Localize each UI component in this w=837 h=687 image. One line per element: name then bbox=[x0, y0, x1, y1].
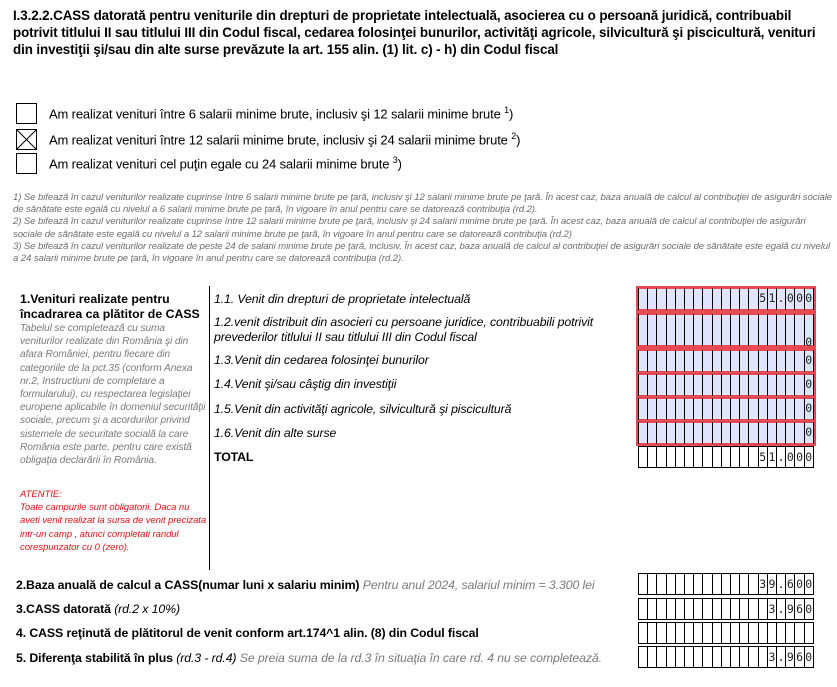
cass-due-field bbox=[638, 598, 814, 620]
digit-cell: 3 bbox=[758, 573, 767, 595]
income-row-label: 1.3.Venit din cedarea folosinţei bunurilor bbox=[214, 353, 429, 367]
digit-cell bbox=[638, 622, 647, 644]
digit-cell bbox=[730, 422, 739, 444]
digit-cell bbox=[675, 288, 684, 310]
digit-cell: . bbox=[776, 598, 785, 620]
digit-cell bbox=[656, 622, 665, 644]
annual-base-field bbox=[638, 573, 814, 595]
digit-cell: 3 bbox=[767, 598, 776, 620]
digit-cell: 0 bbox=[804, 646, 814, 668]
option-24-plus-salaries[interactable] bbox=[16, 152, 402, 174]
difference-field bbox=[638, 646, 814, 668]
digit-cell bbox=[638, 288, 647, 310]
digit-cell bbox=[693, 446, 702, 468]
digit-cell bbox=[721, 422, 730, 444]
digit-cell bbox=[684, 350, 693, 372]
digit-cell bbox=[675, 314, 684, 346]
digit-cell bbox=[675, 422, 684, 444]
digit-cell bbox=[721, 350, 730, 372]
income-field-1-2[interactable] bbox=[638, 314, 814, 349]
digit-cell bbox=[693, 374, 702, 396]
digit-cell bbox=[721, 598, 730, 620]
digit-cell bbox=[776, 422, 785, 444]
digit-cell bbox=[693, 422, 702, 444]
digit-cell bbox=[739, 598, 748, 620]
digit-cell bbox=[712, 314, 721, 346]
summary-row-2 bbox=[16, 578, 595, 592]
digit-cell bbox=[684, 422, 693, 444]
digit-cell: 0 bbox=[804, 446, 814, 468]
income-row-label: 1.6.Venit din alte surse bbox=[214, 426, 337, 440]
summary-formula: (rd.2 x 10%) bbox=[114, 602, 180, 616]
digit-cell bbox=[666, 350, 675, 372]
digit-cell bbox=[785, 374, 794, 396]
digit-cell bbox=[702, 374, 711, 396]
digit-cell bbox=[693, 646, 702, 668]
digit-cell bbox=[656, 422, 665, 444]
digit-cell bbox=[702, 646, 711, 668]
digit-cell bbox=[721, 314, 730, 346]
digit-cell: 0 bbox=[804, 350, 814, 372]
digit-cell bbox=[748, 374, 757, 396]
attention-text: Toate campurile sunt obligatorii. Daca nu aveti venit realizat la sursa de venit precizata intr-un camp , atunci completati randul corespunzator cu 0 (zero). bbox=[20, 502, 207, 553]
summary-formula: (rd.3 - rd.4) bbox=[176, 651, 237, 665]
digit-cell bbox=[656, 646, 665, 668]
digit-cell bbox=[693, 314, 702, 346]
digit-cell bbox=[647, 398, 656, 420]
digit-cell bbox=[758, 350, 767, 372]
digit-cell bbox=[721, 398, 730, 420]
digit-cell bbox=[638, 573, 647, 595]
digit-cell bbox=[776, 314, 785, 346]
digit-cell bbox=[675, 573, 684, 595]
digit-cell bbox=[702, 422, 711, 444]
digit-cell bbox=[748, 314, 757, 346]
digit-cell bbox=[739, 374, 748, 396]
digit-cell bbox=[794, 374, 803, 396]
digit-cell bbox=[684, 573, 693, 595]
digit-cell bbox=[656, 314, 665, 346]
digit-cell bbox=[794, 422, 803, 444]
digit-cell bbox=[638, 646, 647, 668]
digit-cell bbox=[730, 374, 739, 396]
digit-cell bbox=[666, 374, 675, 396]
digit-cell bbox=[647, 446, 656, 468]
digit-cell bbox=[702, 314, 711, 346]
digit-cell bbox=[739, 398, 748, 420]
digit-cell: 1 bbox=[767, 446, 776, 468]
digit-cell bbox=[758, 398, 767, 420]
digit-cell bbox=[730, 288, 739, 310]
digit-cell bbox=[748, 622, 757, 644]
income-row-label: 1.5.Venit din activităţi agricole, silvicultură şi piscicultură bbox=[214, 402, 512, 416]
digit-cell bbox=[675, 646, 684, 668]
digit-cell bbox=[785, 622, 794, 644]
summary-label: 4. CASS reţinută de plătitorul de venit conform art.174^1 alin. (8) din Codul fiscal bbox=[16, 626, 479, 640]
digit-cell: 0 bbox=[794, 446, 803, 468]
digit-cell bbox=[656, 446, 665, 468]
digit-cell bbox=[758, 646, 767, 668]
section-title: I.3.2.2.CASS datorată pentru veniturile din drepturi de proprietate intelectuală, asocierea cu o persoană juridică, contribuabil potrivit titlului II sau titlului III din Codul fiscal, cedarea folosinţei bunurilor, activităţi agricole, silvicultură şi piscicultură, venituri din investiţii şi/sau din alte surse prevăzute la art. 155 alin. (1) lit. c) - h) din Codul fiscal bbox=[13, 8, 816, 57]
digit-cell bbox=[730, 646, 739, 668]
digit-cell: 9 bbox=[785, 646, 794, 668]
summary-hint: Se preia suma de la rd.3 în situaţia în care rd. 4 nu se completează. bbox=[239, 651, 602, 665]
digit-cell bbox=[656, 573, 665, 595]
digit-cell: 0 bbox=[794, 573, 803, 595]
footnote-1: 1) Se bifează în cazul veniturilor realizate cuprinse între 6 salarii minime brute pe ţară, inclusiv şi 12 salarii minime brute pe ţară. În acest caz, baza anuală de calcul al contribuţiei de asigurări sociale de sănătate este egală cu nivelul a 6 salarii minime brute pe ţară, în vigoare în anul pentru care se datorează contribuţia (rd.2). bbox=[13, 192, 832, 216]
digit-cell bbox=[693, 398, 702, 420]
income-field-1-4[interactable] bbox=[638, 374, 814, 396]
digit-cell bbox=[767, 314, 776, 346]
digit-cell bbox=[675, 446, 684, 468]
digit-cell bbox=[638, 398, 647, 420]
digit-cell bbox=[647, 622, 656, 644]
digit-cell bbox=[693, 622, 702, 644]
digit-cell bbox=[638, 374, 647, 396]
digit-cell bbox=[684, 314, 693, 346]
digit-cell bbox=[758, 622, 767, 644]
digit-cell bbox=[702, 288, 711, 310]
digit-cell bbox=[693, 573, 702, 595]
digit-cell bbox=[748, 288, 757, 310]
option-label: Am realizat venituri cel puţin egale cu 24 salarii minime brute $^3$) bbox=[49, 154, 402, 172]
digit-cell bbox=[647, 350, 656, 372]
income-section-description: Tabelul se completează cu suma veniturilor realizate din România şi din afara României, pentru fiecare din categoriile de la pct.35 (conform Anexa nr.2, Instructiuni de completare a formularului), cu respectarea legislaţiei europene aplicabile în domeniul securităţii sociale, precum şi a acordurilor privind sistemele de securitate socială la care România este parte, pentru care există obligaţia declarării în România. bbox=[20, 323, 206, 467]
digit-cell bbox=[748, 350, 757, 372]
summary-label: 2.Baza anuală de calcul a CASS(numar luni x salariu minim) bbox=[16, 578, 360, 592]
digit-cell bbox=[647, 598, 656, 620]
digit-cell bbox=[758, 422, 767, 444]
digit-cell bbox=[712, 446, 721, 468]
digit-cell bbox=[647, 314, 656, 346]
digit-cell bbox=[767, 350, 776, 372]
digit-cell bbox=[684, 598, 693, 620]
digit-cell bbox=[702, 398, 711, 420]
digit-cell: 5 bbox=[758, 446, 767, 468]
digit-cell bbox=[666, 598, 675, 620]
digit-cell bbox=[666, 398, 675, 420]
income-field-1-5[interactable] bbox=[638, 398, 814, 420]
footnote-3: 3) Se bifează în cazul veniturilor realizate de peste 24 de salarii minime brute pe ţară, inclusiv. În acest caz, baza anuală de calcul al contribuţiei de asigurări sociale de sănătate este egală cu nivelul a 24 salarii minime brute pe ţară, în vigoare în anul pentru care se datorează contribuţia (rd.2). bbox=[13, 240, 831, 265]
digit-cell bbox=[656, 350, 665, 372]
digit-cell bbox=[758, 314, 767, 346]
digit-cell bbox=[675, 598, 684, 620]
digit-cell: 0 bbox=[804, 288, 814, 310]
digit-cell bbox=[767, 422, 776, 444]
digit-cell bbox=[739, 288, 748, 310]
digit-cell bbox=[666, 622, 675, 644]
digit-cell bbox=[656, 374, 665, 396]
digit-cell bbox=[748, 398, 757, 420]
digit-cell bbox=[748, 446, 757, 468]
digit-cell: . bbox=[776, 646, 785, 668]
digit-cell bbox=[794, 622, 803, 644]
digit-cell bbox=[776, 622, 785, 644]
digit-cell bbox=[776, 350, 785, 372]
footnotes bbox=[13, 192, 835, 265]
digit-cell: 0 bbox=[794, 288, 803, 310]
digit-cell bbox=[785, 422, 794, 444]
digit-cell bbox=[739, 422, 748, 444]
digit-cell bbox=[702, 598, 711, 620]
digit-cell bbox=[785, 398, 794, 420]
digit-cell bbox=[693, 350, 702, 372]
summary-row-5 bbox=[16, 651, 602, 665]
checkbox-6-12[interactable] bbox=[16, 103, 37, 124]
digit-cell bbox=[693, 288, 702, 310]
digit-cell bbox=[666, 422, 675, 444]
digit-cell bbox=[739, 350, 748, 372]
digit-cell bbox=[758, 374, 767, 396]
option-label: Am realizat venituri între 6 salarii minime brute, inclusiv şi 12 salarii minime brute $^1$) bbox=[49, 104, 514, 122]
digit-cell bbox=[702, 446, 711, 468]
digit-cell bbox=[721, 374, 730, 396]
digit-cell bbox=[739, 446, 748, 468]
summary-hint: Pentru anul 2024, salariul minim = 3.300 lei bbox=[362, 578, 595, 592]
digit-cell bbox=[702, 350, 711, 372]
income-row-label: 1.1. Venit din drepturi de proprietate intelectuală bbox=[214, 292, 471, 306]
digit-cell bbox=[748, 422, 757, 444]
cass-withheld-field[interactable] bbox=[638, 622, 814, 644]
digit-cell bbox=[785, 314, 794, 346]
digit-cell bbox=[712, 422, 721, 444]
digit-cell bbox=[739, 622, 748, 644]
digit-cell bbox=[638, 422, 647, 444]
footnote-2: 2) Se bifează în cazul veniturilor realizate cuprinse între 12 salarii minime brute pe ţară, inclusiv şi 24 salarii minime brute pe ţară. În acest caz, baza anuală de calcul al contribuţiei de asigurări sociale de sănătate este egală cu nivelul a 12 salarii minime brute pe ţară, în vigoare în anul pentru care se datorează contribuţia (rd.2) bbox=[13, 216, 806, 240]
digit-cell: 6 bbox=[785, 573, 794, 595]
digit-cell bbox=[647, 288, 656, 310]
digit-cell: 0 bbox=[804, 598, 814, 620]
digit-cell bbox=[656, 598, 665, 620]
digit-cell bbox=[647, 422, 656, 444]
income-section-heading: 1.Venituri realizate pentru încadrarea ca plătitor de CASS bbox=[20, 292, 200, 321]
digit-cell: 0 bbox=[804, 314, 814, 346]
summary-row-4 bbox=[16, 626, 479, 640]
digit-cell bbox=[702, 573, 711, 595]
digit-cell bbox=[638, 446, 647, 468]
digit-cell bbox=[730, 398, 739, 420]
digit-cell: 9 bbox=[767, 573, 776, 595]
digit-cell bbox=[712, 573, 721, 595]
checkbox-12-24[interactable] bbox=[16, 129, 37, 150]
summary-row-3 bbox=[16, 602, 180, 616]
income-field-1-1[interactable] bbox=[638, 288, 814, 310]
digit-cell bbox=[666, 446, 675, 468]
digit-cell: . bbox=[776, 573, 785, 595]
digit-cell bbox=[638, 350, 647, 372]
digit-cell bbox=[721, 622, 730, 644]
digit-cell: 6 bbox=[794, 646, 803, 668]
digit-cell bbox=[730, 446, 739, 468]
digit-cell bbox=[684, 398, 693, 420]
digit-cell bbox=[794, 398, 803, 420]
income-row-label: 1.2.venit distribuit din asocieri cu persoane juridice, contribuabili potrivit prevederilor titlului II sau titlului III din Codul fiscal bbox=[214, 315, 594, 344]
digit-cell bbox=[721, 573, 730, 595]
digit-cell bbox=[794, 314, 803, 346]
digit-cell bbox=[684, 446, 693, 468]
digit-cell bbox=[730, 622, 739, 644]
digit-cell bbox=[712, 598, 721, 620]
digit-cell bbox=[767, 398, 776, 420]
digit-cell bbox=[666, 573, 675, 595]
digit-cell bbox=[776, 374, 785, 396]
digit-cell bbox=[675, 398, 684, 420]
digit-cell bbox=[712, 398, 721, 420]
digit-cell bbox=[684, 374, 693, 396]
digit-cell: 0 bbox=[785, 288, 794, 310]
digit-cell: 0 bbox=[785, 446, 794, 468]
income-total-field bbox=[638, 446, 814, 468]
digit-cell bbox=[739, 646, 748, 668]
digit-cell bbox=[730, 314, 739, 346]
digit-cell bbox=[748, 646, 757, 668]
income-section-info bbox=[20, 292, 208, 467]
option-6-12-salaries[interactable] bbox=[16, 102, 513, 124]
digit-cell bbox=[647, 374, 656, 396]
digit-cell bbox=[721, 446, 730, 468]
digit-cell bbox=[675, 350, 684, 372]
income-row-label: 1.4.Venit şi/sau câştig din investiţii bbox=[214, 377, 397, 391]
digit-cell: 0 bbox=[804, 398, 814, 420]
digit-cell bbox=[656, 398, 665, 420]
digit-cell: 3 bbox=[767, 646, 776, 668]
option-label: Am realizat venituri între 12 salarii minime brute, inclusiv şi 24 salarii minime brute $^2$) bbox=[49, 130, 521, 148]
digit-cell bbox=[730, 598, 739, 620]
digit-cell bbox=[684, 646, 693, 668]
digit-cell bbox=[721, 288, 730, 310]
digit-cell: . bbox=[776, 446, 785, 468]
digit-cell bbox=[712, 646, 721, 668]
checkbox-24-plus[interactable] bbox=[16, 153, 37, 174]
digit-cell bbox=[721, 646, 730, 668]
digit-cell bbox=[712, 288, 721, 310]
digit-cell bbox=[638, 598, 647, 620]
digit-cell bbox=[675, 622, 684, 644]
digit-cell: 1 bbox=[767, 288, 776, 310]
digit-cell bbox=[675, 374, 684, 396]
digit-cell bbox=[730, 573, 739, 595]
digit-cell bbox=[730, 350, 739, 372]
digit-cell bbox=[804, 622, 814, 644]
digit-cell bbox=[748, 598, 757, 620]
income-field-1-6[interactable] bbox=[638, 422, 814, 444]
digit-cell bbox=[712, 622, 721, 644]
digit-cell bbox=[702, 622, 711, 644]
digit-cell: 0 bbox=[804, 374, 814, 396]
digit-cell bbox=[776, 398, 785, 420]
digit-cell: . bbox=[776, 288, 785, 310]
digit-cell bbox=[647, 646, 656, 668]
digit-cell bbox=[767, 374, 776, 396]
digit-cell bbox=[684, 622, 693, 644]
digit-cell bbox=[758, 598, 767, 620]
digit-cell: 9 bbox=[785, 598, 794, 620]
attention-title: ATENTIE: bbox=[20, 489, 62, 500]
digit-cell bbox=[684, 288, 693, 310]
column-divider bbox=[209, 286, 210, 570]
digit-cell bbox=[785, 350, 794, 372]
digit-cell bbox=[666, 314, 675, 346]
digit-cell: 0 bbox=[804, 573, 814, 595]
digit-cell bbox=[712, 350, 721, 372]
digit-cell bbox=[693, 598, 702, 620]
digit-cell bbox=[666, 646, 675, 668]
digit-cell bbox=[748, 573, 757, 595]
attention-notice bbox=[20, 488, 208, 554]
digit-cell bbox=[739, 573, 748, 595]
digit-cell: 5 bbox=[758, 288, 767, 310]
digit-cell: 6 bbox=[794, 598, 803, 620]
summary-label: 5. Diferenţa stabilită în plus bbox=[16, 651, 173, 665]
digit-cell: 0 bbox=[804, 422, 814, 444]
digit-cell bbox=[767, 622, 776, 644]
digit-cell bbox=[666, 288, 675, 310]
digit-cell bbox=[794, 350, 803, 372]
option-12-24-salaries[interactable] bbox=[16, 128, 520, 150]
digit-cell bbox=[638, 314, 647, 346]
digit-cell bbox=[647, 573, 656, 595]
income-field-1-3[interactable] bbox=[638, 350, 814, 372]
digit-cell bbox=[712, 374, 721, 396]
digit-cell bbox=[739, 314, 748, 346]
summary-label: 3.CASS datorată bbox=[16, 602, 111, 616]
check-x-icon bbox=[17, 130, 36, 149]
income-total-label: TOTAL bbox=[214, 450, 254, 464]
digit-cell bbox=[656, 288, 665, 310]
